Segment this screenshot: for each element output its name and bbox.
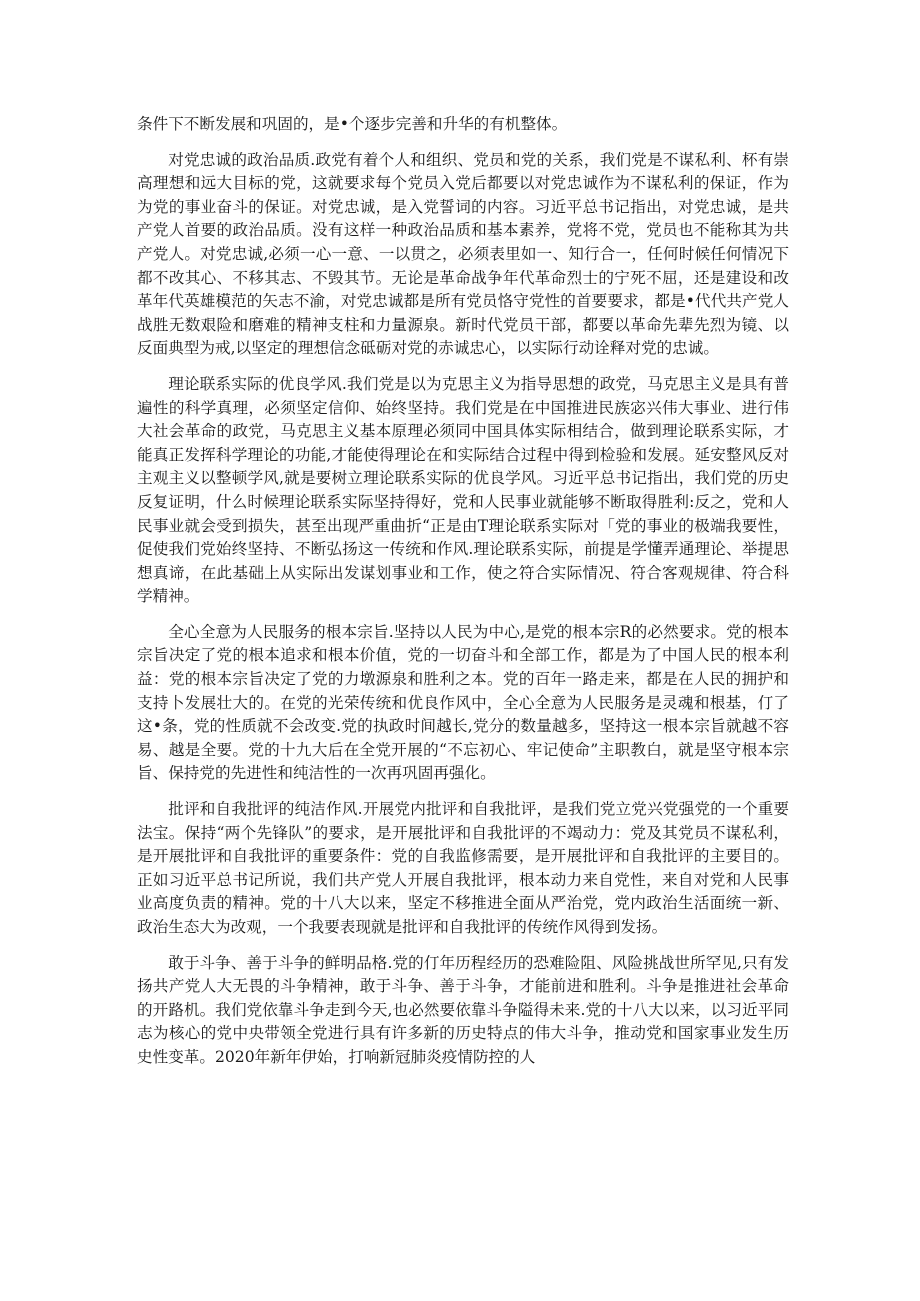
- paragraph-loyalty: 对党忠诚的政治品质.政党有着个人和组织、党员和党的关系，我们党是不谋私利、杯有崇高理想和远大目标的党，这就要求每个党员入党后都要以对党忠诚作为不谋私利的保证，作为为党的事业奋斗的保证。对党忠诚，是入党誓词的内容。习近平总书记指出，对党忠诚，是共产党人首要的政治品质。没有这样一种政治品质和基本素养，党将不党，党员也不能称其为共产党人。对党忠诚,必须一心一意、一以贯之，必须表里如一、知行合一，任何时候任何情况下都不改其心、不移其志、不毁其节。无论是革命战争年代革命烈士的宁死不屈，还是建设和改革年代英雄模范的矢志不渝，对党忠诚都是所有党员恪守党性的首要要求，都是•代代共产党人战胜无数艰险和磨难的精神支柱和力量源泉。新时代党员干部，都要以革命先辈先烈为镜、以反面典型为戒,以坚定的理想信念砥砺对党的赤诚忠心，以实际行动诠释对党的忠诚。: [137, 150, 789, 358]
- paragraph-serve-people: 全心全意为人民服务的根本宗旨.坚持以人民为中心,是党的根本宗R的必然要求。党的根本宗旨决定了党的根本追求和根本价值，党的一切奋斗和全部工作，都是为了中国人民的根本利益：党的根本宗旨决定了党的力墩源泉和胜利之本。党的百年一路走来，都是在人民的拥护和支持卜发展壮大的。在党的光荣传统和优良作风中，全心全意为人民服务是灵魂和根基，仃了这•条，党的性质就不会改变.党的执政时间越长,党分的数量越多，坚持这一根本宗旨就越不容易、越是全要。党的十九大后在全党开展的“不忘初心、牢记使命”主职教白，就是坚守根本宗旨、保持党的先进性和纯洁性的一次再巩固再强化。: [137, 622, 789, 783]
- paragraph-criticism: 批评和自我批评的纯洁作风.开展党内批评和自我批评，是我们党立党兴党强党的一个重要法宝。保持“两个先锋队”的要求，是开展批评和自我批评的不竭动力：党及其党员不谋私利，是开展批评和自我批评的重要条件：党的自我监修需要，是开展批评和自我批评的主要目的。正如习近平总书记所说，我们共产党人开展自我批评，根本动力来自党性，来自对党和人民事业高度负责的精神。党的十八大以来，坚定不移推进全面从严治党，党内政治生活面统一新、政治生态大为改观，一个我要表现就是批评和自我批评的传统作风得到发扬。: [137, 800, 789, 936]
- paragraph-continuation: 条件下不断发展和巩固的，是•个逐步完善和升华的有机整体。: [137, 115, 568, 133]
- paragraph-struggle: 敢于斗争、善于斗争的鲜明品格.党的仃年历程经历的恐难险阻、风险挑战世所罕见,只有发扬共产党人大无畏的斗争精神，敢于斗争、善于斗争，才能前进和胜利。斗争是推进社会革命的开路机。我们党依靠斗争走到今天,也必然要依靠斗争隘得未来.党的十八大以来，以习近平同志为核心的党中央带领全党进行具有许多新的历史特点的伟大斗争，推动党和国家事业发生历史性变革。2020年新年伊始，打响新冠肺炎疫情防控的人: [137, 953, 789, 1066]
- paragraph-theory-practice: 理论联系实际的优良学风.我们党是以为克思主义为指导思想的政党，马克思主义是具有普遍性的科学真理，必须坚定信仰、始终坚持。我们党是在中国推进民族宓兴伟大事业、进行伟大社会革命的政党，马克思主义基本原理必须同中国具体实际相结合，做到理论联系实际，才能真正发挥科学理论的功能,才能使得理论在和实际结合过程中得到检验和发展。延安整风反对主观主义以整顿学风,就是要树立理论联系实际的优良学风。习近平总书记指出，我们党的历史反复证明，什么时候理论联系实际坚持得好，党和人民事业就能够不断取得胜利:反之，党和人民事业就会受到损失，甚至出现严重曲折“正是由T理论联系实际对「党的事业的极端我要性，促使我们党始终坚持、不断弘扬这一传统和作风.理论联系实际，前提是学懂弄通理论、举提思想真谛，在此基础上从实际出发谋划事业和工作，使之符合实际情况、符合客观规律、符合科学精神。: [137, 374, 789, 606]
- document-body: [137, 113, 789, 1082]
